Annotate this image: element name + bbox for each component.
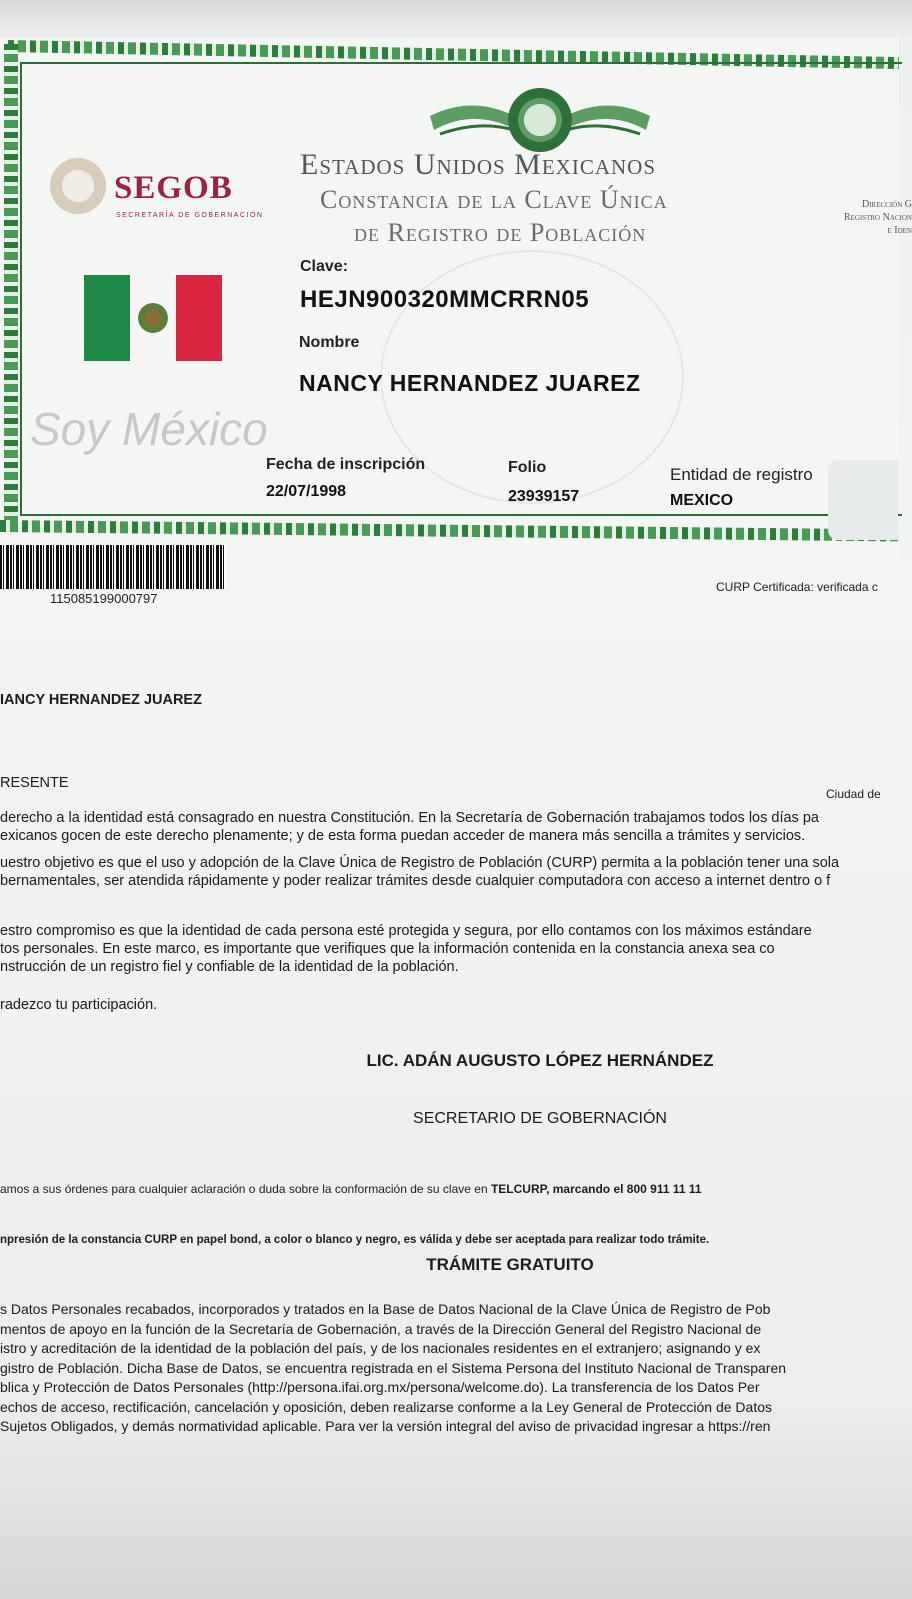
paragraph-line: derecho a la identidad está consagrado en nuestra Constitución. En la Secretaría de Gobernación trabajamos todos los días pa [0,810,819,826]
barcode [0,545,226,589]
direccion-label [792,198,912,237]
ciudad-label: Ciudad de [826,787,881,801]
signer-name: LIC. ADÁN AUGUSTO LÓPEZ HERNÁNDEZ [366,1051,714,1070]
direccion-line: Dirección G [862,199,912,210]
tramite-gratuito: TRÁMITE GRATUITO [426,1255,594,1274]
curp-certificada: CURP Certificada: verificada c [716,580,878,594]
impresion-notice: npresión de la constancia CURP en papel bond, a color o blanco y negro, es válida y debe ser aceptada para realizar todo trámite. [0,1234,710,1246]
folio-value: 23939157 [508,488,580,505]
entidad-value: MEXICO [670,492,734,509]
doc-title-line2: Constancia de la Clave Única [320,185,668,214]
clave-label: Clave: [300,258,349,275]
paragraph-line: uestro objetivo es que el uso y adopción de la Clave Única de Registro de Población (CURP) permita a la población tener una sola [0,855,840,871]
privacy-line: istro y acreditación de la identidad de la población del país, y de los nacionales residentes en el extranjero; asignando y ex [0,1340,761,1356]
privacy-notice [0,1300,786,1437]
privacy-line: echos de acceso, rectificación, cancelación y oposición, deben realizarse conforme a la Ley General de Protección de Datos [0,1398,772,1415]
fecha-label: Fecha de inscripción [266,456,426,473]
privacy-line: mentos de apoyo en la función de la Secretaría de Gobernación, a través de la Dirección General del Registro Nacional de [0,1320,762,1337]
entidad-label: Entidad de registro [670,465,813,484]
paragraph-line: bernamentales, ser atendida rápidamente y poder realizar trámites desde cualquier computadora con acceso a internet dentro o f [0,873,831,889]
direccion-line: e Iden [887,225,912,236]
card-left-border [4,44,18,522]
nombre-label: Nombre [299,334,360,351]
presente: RESENTE [0,775,69,791]
mexico-flag-icon [84,275,222,361]
direccion-line: Registro Nacion [843,212,912,223]
telcurp-line [0,1182,702,1196]
nombre-value: NANCY HERNANDEZ JUAREZ [299,370,641,396]
security-pattern [828,460,898,540]
doc-title-line1: Estados Unidos Mexicanos [300,148,657,181]
paragraph-line: exicanos gocen de este derecho plenamente; y de esta forma puedan acceder de manera más sencilla a trámites y servicios. [0,828,806,844]
segob-emblem-icon [50,158,106,214]
signer-title: SECRETARIO DE GOBERNACIÓN [413,1110,667,1127]
telcurp-phone: TELCURP, marcando el 800 911 11 11 [490,1182,702,1196]
folio-label: Folio [508,459,547,476]
national-seal-icon [508,88,572,152]
paragraph-3 [0,922,812,976]
doc-title-line3: de Registro de Población [354,218,647,247]
paragraph-1 [0,809,819,845]
privacy-line: Sujetos Obligados, y demás normatividad aplicable. Para ver la versión integral del aviso de privacidad ingresar a https://ren [0,1418,771,1434]
barcode-number: 115085199000797 [50,591,158,606]
privacy-line: s Datos Personales recabados, incorporados y tratados en la Base de Datos Nacional de la Clave Única de Registro de Pob [0,1301,771,1317]
segob-logo-text: SEGOB [114,170,233,206]
telcurp-text: amos a sus órdenes para cualquier aclaración o duda sobre la conformación de su clave en [0,1182,491,1196]
paragraph-line: estro compromiso es que la identidad de cada persona esté protegida y segura, por ello contamos con los máximos estándare [0,923,812,939]
paragraph-2 [0,854,839,890]
privacy-line: blica y Protección de Datos Personales (http://persona.ifai.org.mx/persona/welcome.do). La transferencia de los Datos Per [0,1379,760,1395]
segob-subtitle: SECRETARÍA DE GOBERNACIÓN [116,212,264,219]
clave-value: HEJN900320MMCRRN05 [300,286,590,313]
recipient-name: IANCY HERNANDEZ JUAREZ [0,692,202,708]
fecha-value: 22/07/1998 [266,483,347,500]
paragraph-line: tos personales. En este marco, es importante que verifiques que la información contenida en la constancia anexa sea co [0,941,775,957]
paragraph-4: radezco tu participación. [0,997,158,1013]
privacy-line: gistro de Población. Dicha Base de Datos, se encuentra registrada en el Sistema Persona del Instituto Nacional de Transparen [0,1359,787,1376]
paragraph-line: nstrucción de un registro fiel y confiable de la identidad de la población. [0,959,459,975]
soy-mexico-watermark: Soy México [30,403,268,455]
